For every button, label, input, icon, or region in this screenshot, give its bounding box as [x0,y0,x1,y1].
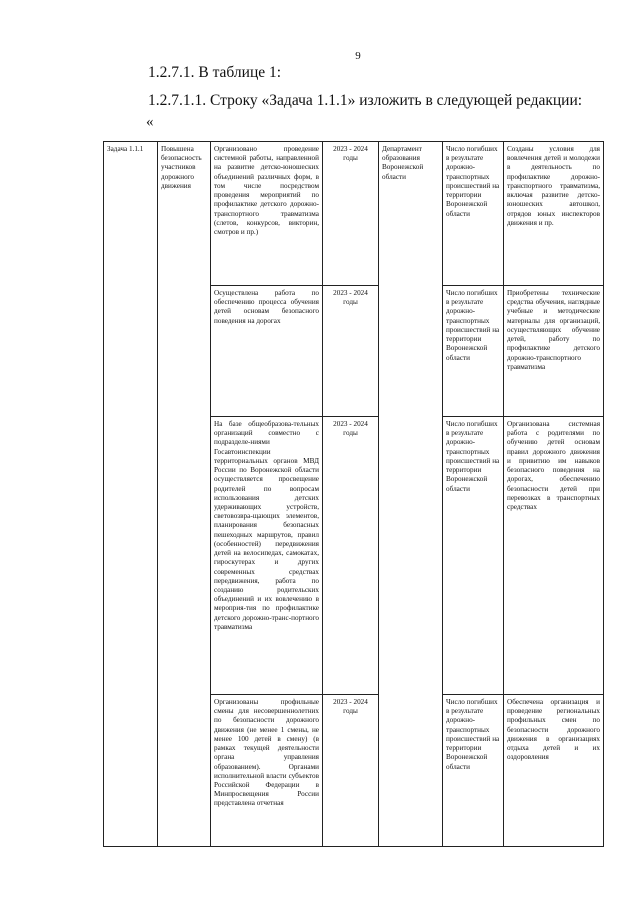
table-row [104,142,604,286]
period-cell: 2023 - 2024 годы [323,695,379,847]
section-heading: 1.2.7.1. В таблице 1: [148,64,282,81]
result-cell: Приобретены технические средства обучения, наглядные учебные и методические материалы для организаций, осуществляющих обучение детей, работу по профилактике детского дорожно-транспортного травматизма [504,286,604,417]
measure-cell: Организованы профильные смены для несовершеннолетних по безопасности дорожного движения (не менее 1 смены, не менее 100 детей в смену) (в рамках текущей деятельности органа управления образованием). Органами исполнительной власти субъектов Российской Федерации в Минпросвещения России представлена отчетная [211,695,323,847]
task-cell: Задача 1.1.1 [104,142,158,847]
indicator-cell: Число погибших в результате дорожно-транспортных происшествий на территории Воронежской области [443,286,504,417]
opening-quote-mark: « [146,114,154,130]
period-cell: 2023 - 2024 годы [323,142,379,286]
program-table [103,141,604,847]
measure-cell: Осуществлена работа по обеспечению процесса обучения детей основам безопасного поведения на дорогах [211,286,323,417]
goal-cell: Повышена безопасность участников дорожного движения [158,142,211,847]
measure-cell: На базе общеобразова-тельных организаций совместно с подразделе-ниями Госавтоинспекции территориальных органов МВД России по Воронежской области осуществляется просвещение родителей по вопросам использования детских удерживающих устройств, световозвра-щающих элементов, планирования безопасных пешеходных маршрутов, правил (особенностей) передвижения детей на велосипедах, самокатах, гироскутерах и других современных средствах передвижения, работа по созданию родительских объединений и их вовлечению в мероприя-тия по профилактике детского дорожно-транс-портного травматизма [211,417,323,695]
result-cell: Обеспечена организация и проведение региональных профильных смен по безопасности дорожного движения в организациях отдыха детей и их оздоровления [504,695,604,847]
period-cell: 2023 - 2024 годы [323,286,379,417]
indicator-cell: Число погибших в результате дорожно-транспортных происшествий на территории Воронежской области [443,142,504,286]
page-number: 9 [355,50,361,62]
measure-cell: Организовано проведение системной работы, направленной на развитие детско-юношеских объединений различных форм, в том числе посредством проведения мероприятий по профилактике детского дорожно-транспортного травматизма (слетов, конкурсов, викторин, смотров и пр.) [211,142,323,286]
period-cell: 2023 - 2024 годы [323,417,379,695]
result-cell: Организована системная работа с родителями по обучению детей основам правил дорожного движения и привитию им навыков безопасного поведения на дорогах, обеспечению безопасности детей при перевозках в транспортных средствах [504,417,604,695]
subsection-heading: 1.2.7.1.1. Строку «Задача 1.1.1» изложить в следующей редакции: [148,92,583,109]
responsible-cell: Департамент образования Воронежской области [379,142,443,847]
indicator-cell: Число погибших в результате дорожно-транспортных происшествий на территории Воронежской области [443,695,504,847]
result-cell: Созданы условия для вовлечения детей и молодежи в деятельность по профилактике дорожно-транспортного травматизма, включая развитие детско-юношеских автошкол, отрядов юных инспекторов движения и пр. [504,142,604,286]
indicator-cell: Число погибших в результате дорожно-транспортных происшествий на территории Воронежской области [443,417,504,695]
